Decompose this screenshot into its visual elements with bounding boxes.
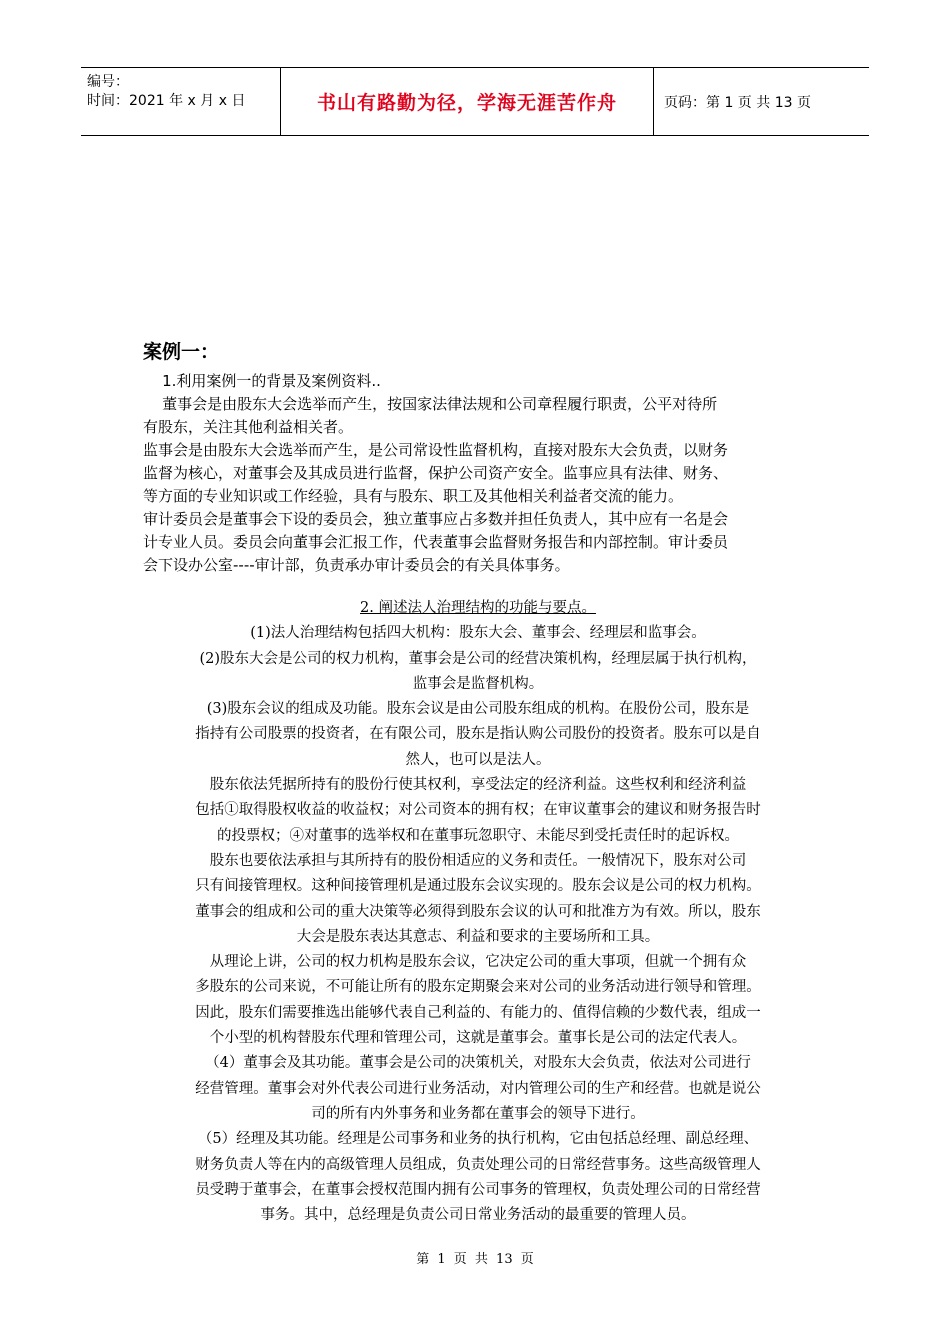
text-line: 监事会是由股东大会选举而产生，是公司常设性监督机构，直接对股东大会负责，以财务: [143, 441, 729, 459]
section2-heading: 2. 阐述法人治理结构的功能与要点。: [360, 600, 596, 616]
text-line: 指持有公司股票的投资者，在有限公司，股东是指认购公司股份的投资者。股东可以是自: [195, 726, 761, 743]
text-line: 多股东的公司来说，不可能让所有的股东定期聚会来对公司的业务活动进行领导和管理。: [195, 979, 761, 996]
section2-text: [143, 596, 813, 1228]
text-line: 从理论上讲，公司的权力机构是股东会议，它决定公司的重大事项，但就一个拥有众: [209, 954, 747, 971]
text-line: (3)股东会议的组成及功能。股东会议是由公司股东组成的机构。在股份公司，股东是: [206, 701, 750, 718]
header-motto: 书山有路勤为径，学海无涯苦作舟: [281, 68, 654, 135]
text-line: 只有间接管理权。这种间接管理机是通过股东会议实现的。股东会议是公司的权力机构。: [195, 878, 761, 895]
text-line: (2)股东大会是公司的权力机构，董事会是公司的经营决策机构，经理层属于执行机构，: [199, 650, 757, 667]
text-line: 董事会的组成和公司的重大决策等必须得到股东会议的认可和批准方为有效。所以，股东: [195, 903, 761, 920]
text-line: （4）董事会及其功能。董事会是公司的决策机关，对股东大会负责，依法对公司进行: [205, 1055, 751, 1072]
text-line: 经营管理。董事会对外代表公司进行业务活动，对内管理公司的生产和经营。也就是说公: [195, 1080, 761, 1097]
text-line: 监事会是监督机构。: [412, 675, 544, 692]
text-line: 监督为核心，对董事会及其成员进行监督，保护公司资产安全。监事应具有法律、财务、: [143, 464, 729, 482]
text-line: (1)法人治理结构包括四大机构：股东大会、董事会、经理层和监事会。: [250, 625, 706, 642]
text-line: 有股东，关注其他利益相关者。: [143, 418, 354, 436]
text-line: 事务。其中，总经理是负责公司日常业务活动的最重要的管理人员。: [260, 1207, 696, 1224]
page-footer: 第 1 页 共 13 页: [416, 1252, 534, 1267]
text-line: 司的所有内外事务和业务都在董事会的领导下进行。: [311, 1105, 645, 1122]
text-line: 董事会是由股东大会选举而产生，按国家法律法规和公司章程履行职责，公平对待所: [143, 395, 718, 413]
document-date-label: 时间：2021 年 x 月 x 日: [87, 93, 246, 109]
text-line: 等方面的专业知识或工作经验，具有与股东、职工及其他相关利益者交流的能力。: [143, 487, 684, 505]
text-line: 股东依法凭据所持有的股份行使其权利，享受法定的经济利益。这些权利和经济利益: [209, 777, 747, 794]
text-line: 股东也要依法承担与其所持有的股份相适应的义务和责任。一般情况下，股东对公司: [209, 852, 747, 869]
text-line: 的投票权；④对董事的选举权和在董事玩忽职守、未能尽到受托责任时的起诉权。: [217, 827, 739, 844]
text-line: 个小型的机构替股东代理和管理公司，这就是董事会。董事长是公司的法定代表人。: [209, 1030, 747, 1047]
text-line: （5）经理及其功能。经理是公司事务和业务的执行机构，它由包括总经理、副总经理、: [197, 1131, 759, 1148]
text-line: 会下设办公室----审计部，负责承办审计委员会的有关具体事务。: [143, 556, 570, 574]
header-page-info: 页码：第 1 页 共 13 页: [664, 94, 811, 111]
text-line: 大会是股东表达其意志、利益和要求的主要场所和工具。: [296, 928, 660, 945]
header-meta: [81, 68, 281, 135]
text-line: 计专业人员。委员会向董事会汇报工作，代表董事会监督财务报告和内部控制。审计委员: [143, 533, 729, 551]
page-header: [81, 67, 869, 136]
case-title: 案例一：: [143, 341, 220, 363]
text-line: 财务负责人等在内的高级管理人员组成，负责处理公司的日常经营事务。这些高级管理人: [195, 1156, 761, 1173]
text-line: 包括①取得股权收益的收益权；对公司资本的拥有权；在审议董事会的建议和财务报告时: [195, 802, 761, 819]
text-line: 因此，股东们需要推选出能够代表自己利益的、有能力的、值得信赖的少数代表，组成一: [195, 1004, 761, 1021]
document-number-label: 编号：: [87, 74, 129, 90]
section1-text: [143, 370, 813, 577]
text-line: 然人，也可以是法人。: [405, 751, 551, 768]
text-line: 员受聘于董事会，在董事会授权范围内拥有公司事务的管理权，负责处理公司的日常经营: [195, 1181, 761, 1198]
text-line: 审计委员会是董事会下设的委员会，独立董事应占多数并担任负责人，其中应有一名是会: [143, 510, 729, 528]
text-line: 1.利用案例一的背景及案例资料..: [143, 372, 381, 390]
